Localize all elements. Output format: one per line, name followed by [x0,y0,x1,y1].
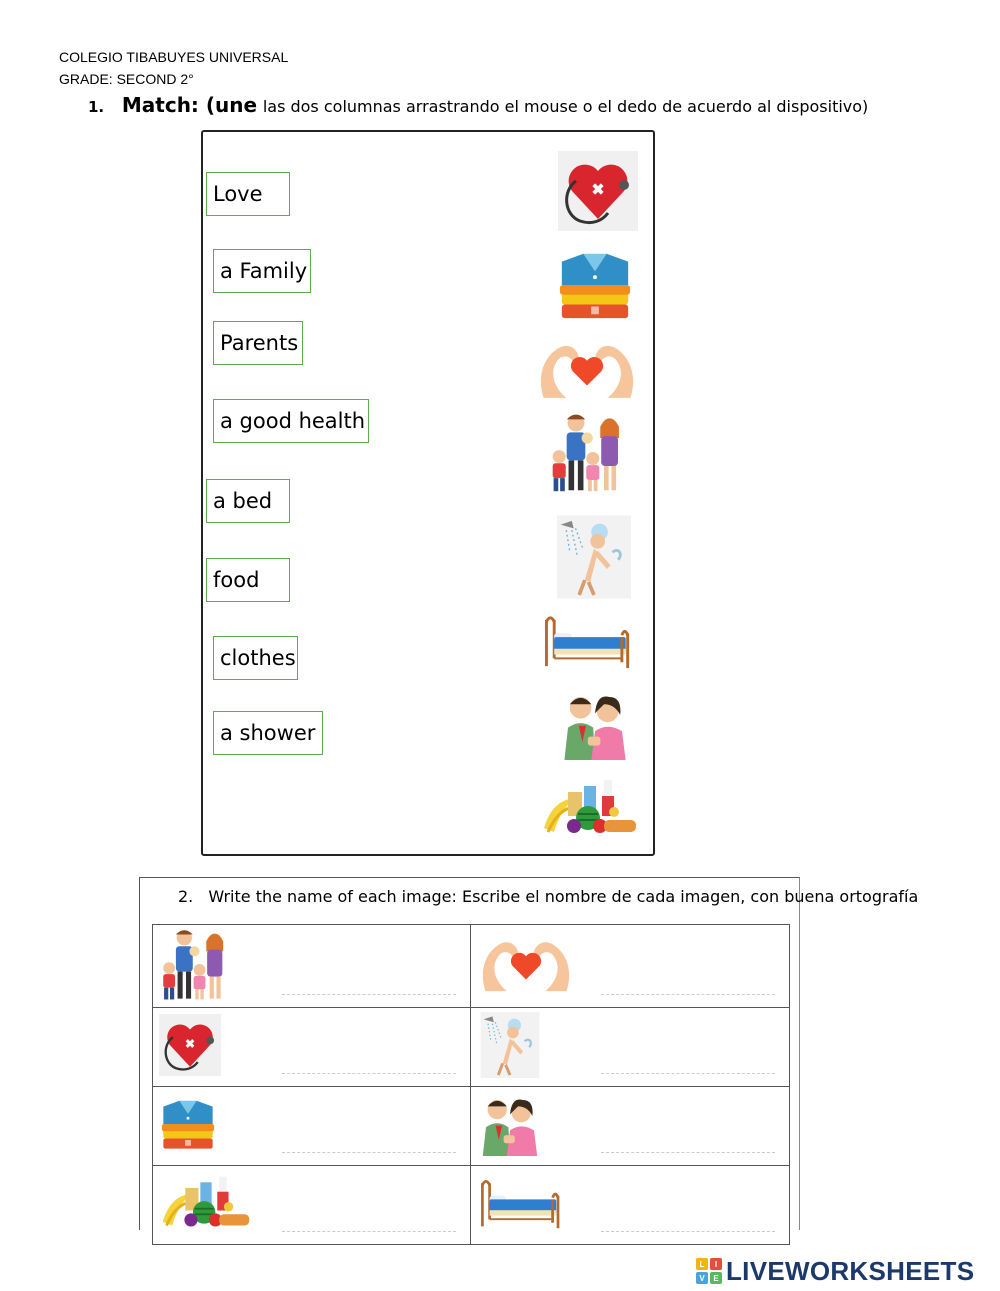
exercise1-number: 1. [88,98,105,116]
match-word-bed[interactable]: a bed [206,479,290,523]
exercise1-instruction: las dos columnas arrastrando el mouse o el dedo de acuerdo al dispositivo) [262,97,869,116]
answer-input-family[interactable] [282,972,456,995]
match-word-parents[interactable]: Parents [213,321,303,365]
shower-man-icon [477,1012,543,1078]
match-word-family[interactable]: a Family [213,249,311,293]
heart-hands-icon [477,935,575,993]
exercise1-heading [88,93,868,117]
bed-icon[interactable] [540,612,638,670]
heart-hands-icon[interactable] [534,338,640,400]
table-cell [471,1166,790,1245]
brand-name: LIVEWORKSHEETS [726,1255,975,1286]
liveworksheets-logo [696,1254,974,1288]
table-cell [153,1008,471,1087]
table-cell [153,1087,471,1166]
parents-icon [477,1092,543,1156]
answer-input-parents[interactable] [601,1130,775,1153]
match-word-food[interactable]: food [206,558,290,602]
heart-stethoscope-icon [159,1014,221,1076]
heart-stethoscope-icon[interactable] [558,151,638,231]
table-cell [153,1166,471,1245]
exercise1-title: Match: (une [121,93,258,117]
answer-input-health[interactable] [282,1051,456,1074]
live-blocks-icon [696,1258,722,1284]
answer-input-bed[interactable] [601,1209,775,1232]
table-cell [471,1087,790,1166]
folded-clothes-icon[interactable] [555,246,635,324]
bed-icon [477,1176,567,1230]
grade-label: GRADE: SECOND 2° [59,71,194,87]
image-name-table [152,924,790,1245]
table-cell [153,925,471,1008]
svg-text:E: E [713,1274,719,1283]
food-icon[interactable] [540,778,640,838]
exercise2-number: 2. [178,887,194,906]
match-word-love[interactable]: Love [206,172,290,216]
exercise2-instruction: Write the name of each image: Escribe el nombre de cada imagen, con buena ortografía [208,887,919,906]
table-cell [471,1008,790,1087]
answer-input-shower[interactable] [601,1051,775,1074]
svg-text:V: V [699,1274,705,1283]
answer-input-love[interactable] [601,972,775,995]
family-icon [159,925,235,1003]
match-word-good-health[interactable]: a good health [213,399,369,443]
match-word-shower[interactable]: a shower [213,711,323,755]
answer-input-food[interactable] [282,1209,456,1232]
table-cell [471,925,790,1008]
family-icon[interactable] [546,410,634,494]
answer-input-clothes[interactable] [282,1130,456,1153]
svg-text:I: I [714,1260,718,1269]
parents-icon[interactable] [558,688,632,760]
match-word-clothes[interactable]: clothes [213,636,298,680]
svg-text:L: L [699,1260,705,1269]
folded-clothes-icon [159,1094,217,1154]
shower-man-icon[interactable] [557,514,631,600]
exercise2-heading [178,887,918,906]
school-name: COLEGIO TIBABUYES UNIVERSAL [59,49,289,65]
food-icon [159,1174,253,1232]
